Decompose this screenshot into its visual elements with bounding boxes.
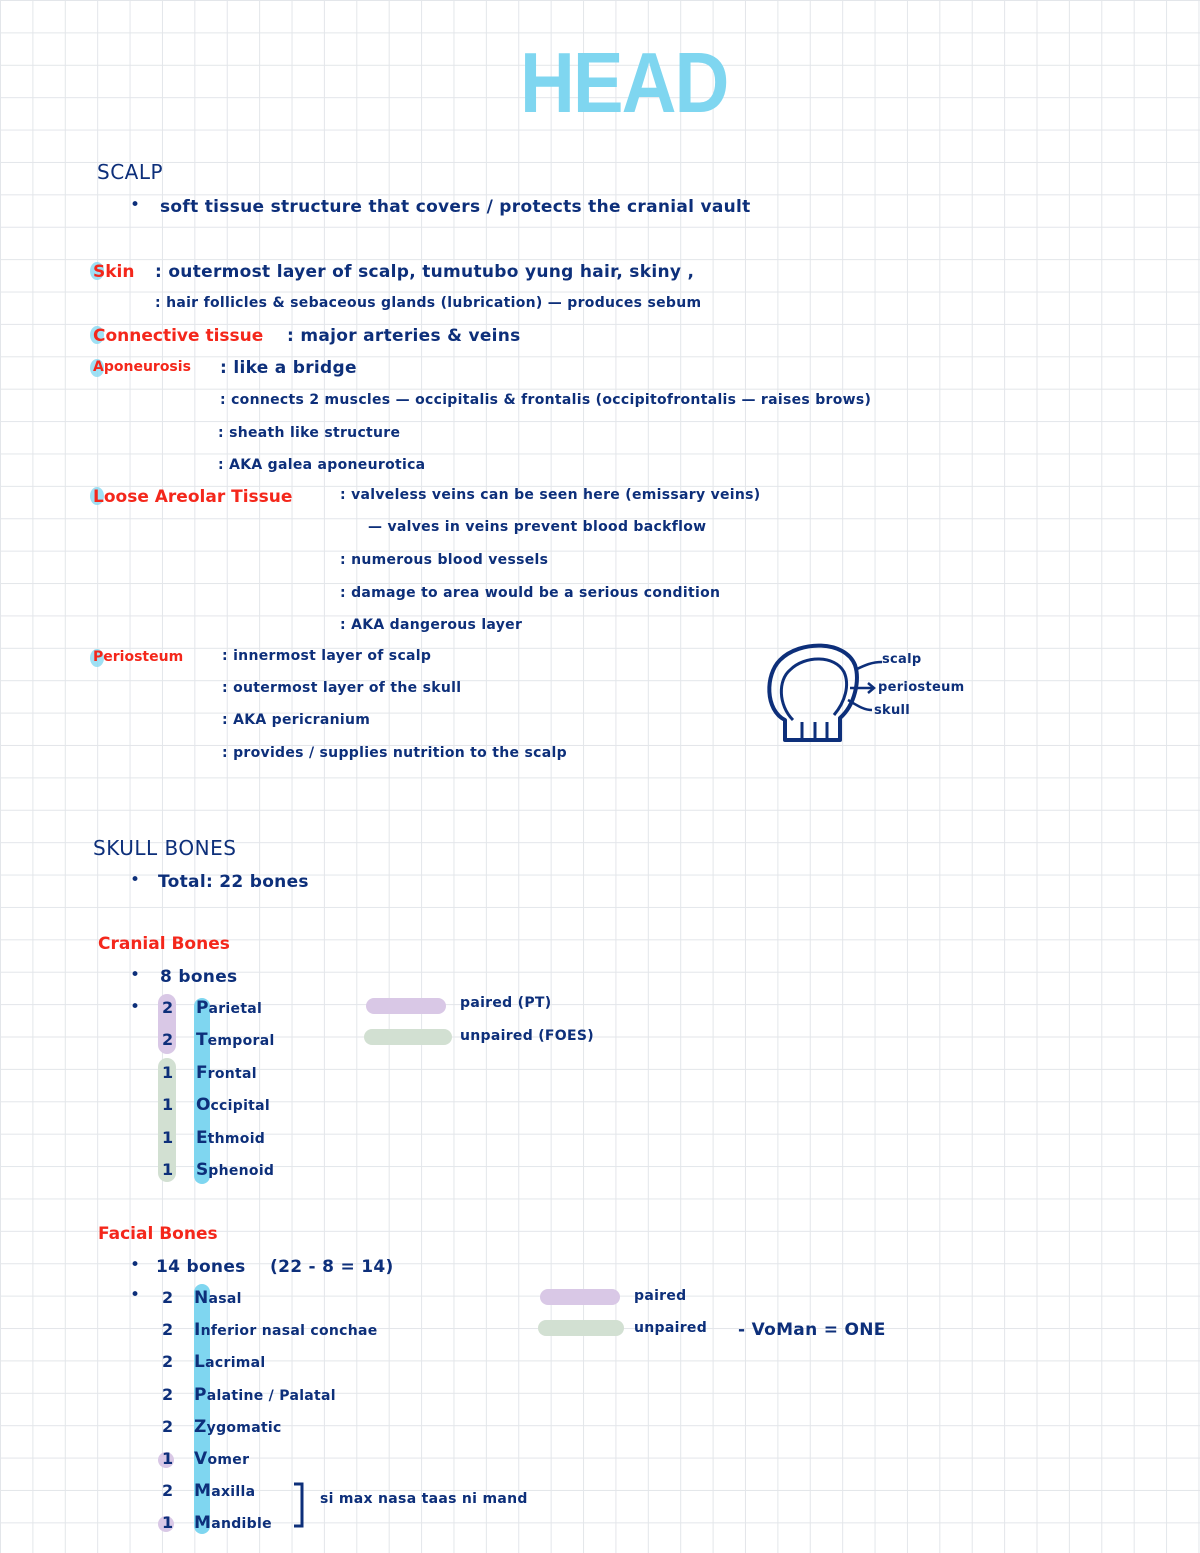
bone-name-rest: nferior nasal conchae bbox=[200, 1323, 378, 1340]
layer-aponeurosis-initial: A bbox=[93, 359, 104, 375]
layer-loose-initial: L bbox=[93, 487, 104, 507]
layer-aponeurosis-line-3: : sheath like structure bbox=[218, 425, 401, 441]
bone-count: 1 bbox=[162, 1127, 174, 1147]
skull-heading: SKULL BONES bbox=[93, 836, 237, 860]
bone-initial: L bbox=[194, 1352, 206, 1373]
layer-periosteum-line-4: : provides / supplies nutrition to the scalp bbox=[222, 745, 567, 761]
bone-name-rest: andible bbox=[211, 1516, 272, 1533]
bone-name-rest: arietal bbox=[208, 1001, 263, 1017]
facial-legend-unpaired: unpaired bbox=[634, 1320, 708, 1336]
facial-heading: Facial Bones bbox=[98, 1224, 218, 1244]
layer-skin-rest: kin bbox=[105, 262, 135, 282]
list-item bbox=[162, 1030, 275, 1062]
facial-bullet-1: • bbox=[130, 1255, 141, 1275]
bone-initial: F bbox=[196, 1062, 208, 1083]
layer-periosteum-initial: P bbox=[93, 649, 104, 665]
layer-aponeurosis-term bbox=[93, 359, 191, 375]
layer-skin-term bbox=[93, 262, 135, 282]
bone-name-rest: acrimal bbox=[205, 1355, 266, 1372]
layer-loose-term bbox=[93, 487, 292, 507]
bone-count: 2 bbox=[162, 1320, 174, 1340]
cranial-legend-unpaired: unpaired (FOES) bbox=[460, 1028, 594, 1044]
layer-skin-line-2: : hair follicles & sebaceous glands (lubrication) — produces sebum bbox=[155, 295, 702, 311]
bone-name-rest: emporal bbox=[207, 1033, 275, 1050]
list-item bbox=[162, 1128, 275, 1160]
list-item bbox=[162, 1288, 378, 1320]
bone-name-rest: ccipital bbox=[210, 1098, 271, 1115]
layer-skin-initial: S bbox=[93, 262, 106, 282]
list-item bbox=[162, 1513, 378, 1545]
skull-total: Total: 22 bones bbox=[158, 872, 309, 892]
cranial-bone-list bbox=[162, 998, 275, 1192]
layer-aponeurosis-rest: poneurosis bbox=[103, 359, 191, 375]
bone-name-rest: ygomatic bbox=[206, 1419, 282, 1436]
layer-loose-line-4: : damage to area would be a serious condition bbox=[340, 585, 721, 601]
list-item bbox=[162, 1063, 275, 1095]
skull-layers-diagram bbox=[760, 640, 1000, 750]
bone-initial: I bbox=[194, 1320, 201, 1341]
bone-initial: M bbox=[194, 1481, 212, 1502]
bone-count: 2 bbox=[162, 1384, 174, 1404]
bone-name-rest: asal bbox=[208, 1291, 242, 1307]
diagram-label-scalp: scalp bbox=[882, 652, 922, 667]
layer-loose-rest: oose Areolar Tissue bbox=[103, 487, 293, 507]
facial-legend-note: - VoMan = ONE bbox=[738, 1320, 886, 1340]
bone-name-rest: alatine / Palatal bbox=[206, 1387, 336, 1404]
layer-connective-term bbox=[93, 326, 263, 346]
cranial-bullet-1: • bbox=[130, 965, 141, 985]
legend-unpaired-swatch bbox=[364, 1029, 452, 1045]
bone-initial: S bbox=[196, 1159, 209, 1180]
facial-formula: (22 - 8 = 14) bbox=[270, 1257, 394, 1277]
bone-initial: Z bbox=[194, 1416, 207, 1437]
layer-connective-rest: onnective tissue bbox=[105, 326, 264, 346]
list-item bbox=[162, 1449, 378, 1481]
cranial-heading: Cranial Bones bbox=[98, 934, 230, 954]
facial-bullet-2: • bbox=[130, 1285, 141, 1305]
bone-initial: N bbox=[194, 1288, 209, 1308]
scalp-definition: soft tissue structure that covers / protects the cranial vault bbox=[160, 197, 751, 217]
cranial-legend-paired: paired (PT) bbox=[460, 995, 552, 1011]
layer-aponeurosis-line-1: : like a bridge bbox=[220, 358, 357, 378]
cranial-count: 8 bones bbox=[160, 967, 238, 987]
layer-aponeurosis-line-2: : connects 2 muscles — occipitalis & frontalis (occipitofrontalis — raises brows) bbox=[220, 392, 872, 408]
list-item bbox=[162, 1095, 275, 1127]
bone-count: 1 bbox=[162, 1062, 174, 1082]
layer-periosteum-term bbox=[93, 649, 183, 665]
diagram-label-periosteum: periosteum bbox=[878, 680, 965, 695]
bone-count: 1 bbox=[162, 1513, 174, 1533]
facial-legend-paired-swatch bbox=[540, 1289, 620, 1305]
scalp-bullet: • bbox=[130, 195, 141, 215]
bone-initial: O bbox=[196, 1095, 211, 1116]
skull-bullet: • bbox=[130, 870, 141, 890]
bone-count: 2 bbox=[162, 1416, 174, 1436]
list-item bbox=[162, 1385, 378, 1417]
bone-name-rest: phenoid bbox=[208, 1162, 275, 1179]
cranial-bullet-2: • bbox=[130, 997, 141, 1017]
facial-legend-unpaired-swatch bbox=[538, 1320, 624, 1336]
scalp-heading: SCALP bbox=[97, 160, 164, 184]
diagram-label-skull: skull bbox=[874, 703, 911, 718]
facial-count: 14 bones bbox=[156, 1257, 246, 1277]
bone-count: 2 bbox=[162, 1030, 174, 1050]
layer-periosteum-line-1: : innermost layer of scalp bbox=[222, 648, 432, 664]
bone-count: 1 bbox=[162, 1095, 174, 1115]
bone-count: 1 bbox=[162, 1448, 174, 1468]
page-title: HEAD bbox=[520, 35, 728, 132]
bone-initial: P bbox=[196, 998, 209, 1018]
layer-periosteum-rest: eriosteum bbox=[103, 649, 184, 665]
bone-initial: M bbox=[194, 1513, 212, 1534]
layer-periosteum-line-3: : AKA pericranium bbox=[222, 712, 371, 728]
layer-aponeurosis-line-4: : AKA galea aponeurotica bbox=[218, 457, 426, 473]
list-item bbox=[162, 1320, 378, 1352]
layer-periosteum-line-2: : outermost layer of the skull bbox=[222, 680, 462, 696]
bone-count: 2 bbox=[162, 998, 174, 1017]
legend-paired-swatch bbox=[366, 998, 446, 1014]
layer-loose-line-1: : valveless veins can be seen here (emissary veins) bbox=[340, 487, 761, 503]
bone-count: 2 bbox=[162, 1481, 174, 1501]
layer-skin-line-1: : outermost layer of scalp, tumutubo yung hair, skiny , bbox=[155, 262, 695, 282]
bone-count: 2 bbox=[162, 1288, 174, 1307]
bone-initial: T bbox=[196, 1030, 208, 1051]
bone-initial: V bbox=[194, 1448, 208, 1469]
bracket-mark bbox=[292, 1482, 306, 1528]
bone-name-rest: omer bbox=[207, 1451, 250, 1468]
bone-name-rest: thmoid bbox=[207, 1130, 266, 1147]
layer-loose-line-3: : numerous blood vessels bbox=[340, 552, 549, 568]
list-item bbox=[162, 1352, 378, 1384]
bone-name-rest: axilla bbox=[211, 1484, 256, 1501]
bone-name-rest: rontal bbox=[207, 1065, 257, 1082]
layer-loose-line-2: — valves in veins prevent blood backflow bbox=[368, 519, 707, 535]
list-item bbox=[162, 1417, 378, 1449]
list-item bbox=[162, 998, 275, 1030]
bone-count: 2 bbox=[162, 1352, 174, 1372]
bone-count: 1 bbox=[162, 1159, 174, 1179]
layer-connective-initial: C bbox=[93, 326, 106, 346]
layer-loose-line-5: : AKA dangerous layer bbox=[340, 617, 523, 633]
facial-legend-paired: paired bbox=[634, 1288, 687, 1304]
facial-mnemonic: si max nasa taas ni mand bbox=[320, 1491, 528, 1507]
bone-initial: P bbox=[194, 1384, 207, 1405]
layer-connective-line-1: : major arteries & veins bbox=[287, 326, 521, 346]
list-item bbox=[162, 1160, 275, 1192]
bone-initial: E bbox=[196, 1127, 208, 1148]
